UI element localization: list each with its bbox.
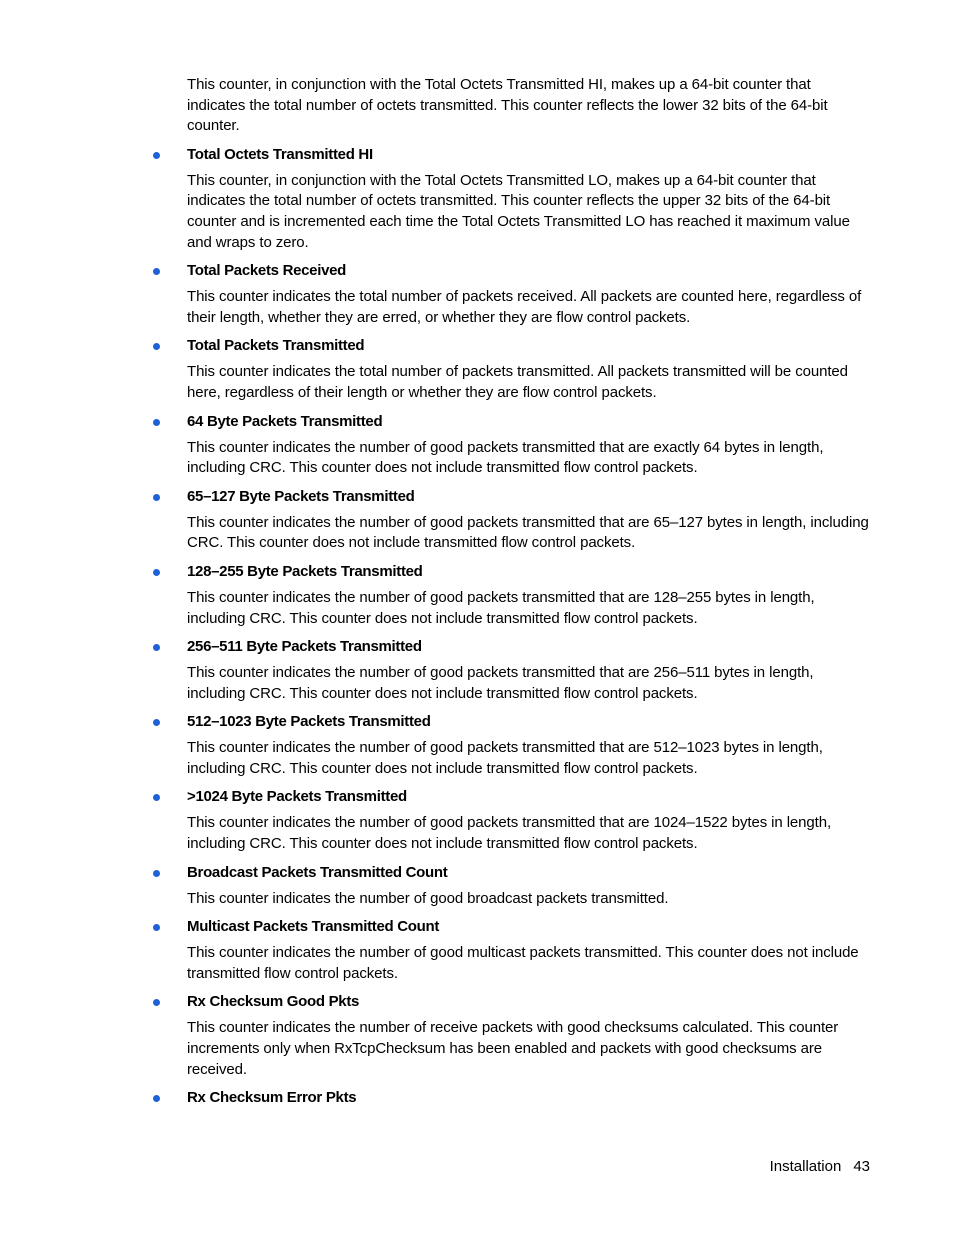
footer-section: Installation	[769, 1158, 842, 1175]
bullet-icon	[153, 794, 160, 801]
item-title: >1024 Byte Packets Transmitted	[187, 787, 872, 807]
item-title: Total Octets Transmitted HI	[187, 145, 872, 165]
item-title: 256–511 Byte Packets Transmitted	[187, 637, 872, 657]
list-item	[187, 917, 872, 992]
item-description: This counter indicates the number of receive packets with good checksums calculated. This counter increments only when RxTcpChecksum has been enabled and packets with good checksums are received.	[187, 1019, 839, 1078]
item-title: Total Packets Transmitted	[187, 336, 872, 356]
item-title: Broadcast Packets Transmitted Count	[187, 863, 872, 883]
list-item	[187, 863, 872, 918]
item-title: 512–1023 Byte Packets Transmitted	[187, 712, 872, 732]
item-description: This counter indicates the total number of packets transmitted. All packets transmitted will be counted here, regardless of their length or whether they are flow control packets.	[187, 363, 848, 401]
bullet-icon	[153, 268, 160, 275]
item-description: This counter indicates the number of good packets transmitted that are 512–1023 bytes in length, including CRC. This counter does not include transmitted flow control packets.	[187, 739, 823, 777]
list-item	[187, 712, 872, 787]
list-item	[187, 412, 872, 487]
item-description: This counter indicates the number of good packets transmitted that are exactly 64 bytes in length, including CRC. This counter does not include transmitted flow control packets.	[187, 438, 824, 477]
item-title: Rx Checksum Error Pkts	[187, 1088, 872, 1108]
bullet-icon	[153, 343, 160, 350]
item-title: 128–255 Byte Packets Transmitted	[187, 562, 872, 582]
item-title: 65–127 Byte Packets Transmitted	[187, 487, 872, 507]
item-description: This counter indicates the number of good packets transmitted that are 128–255 bytes in length, including CRC. This counter does not include transmitted flow control packets.	[187, 588, 815, 627]
bullet-icon	[153, 494, 160, 501]
bullet-icon	[153, 999, 160, 1006]
list-item	[187, 562, 872, 637]
bullet-icon	[153, 419, 160, 426]
bullet-icon	[153, 1095, 160, 1102]
bullet-icon	[153, 569, 160, 576]
list-item	[187, 1088, 872, 1108]
item-description: This counter indicates the number of good packets transmitted that are 256–511 bytes in length, including CRC. This counter does not include transmitted flow control packets.	[187, 664, 814, 702]
item-title: 64 Byte Packets Transmitted	[187, 412, 872, 432]
document-body	[187, 75, 872, 1108]
intro-paragraph: This counter, in conjunction with the Total Octets Transmitted HI, makes up a 64-bit counter that indicates the total number of octets transmitted. This counter reflects the lower 32 bits of the 64-bit counter.	[187, 76, 828, 135]
item-description: This counter indicates the number of good multicast packets transmitted. This counter does not include transmitted flow control packets.	[187, 944, 859, 982]
bullet-icon	[153, 152, 160, 159]
list-item	[187, 145, 872, 261]
item-title: Total Packets Received	[187, 261, 872, 281]
list-item	[187, 261, 872, 336]
list-item	[187, 487, 872, 562]
bullet-icon	[153, 870, 160, 877]
item-description: This counter indicates the total number of packets received. All packets are counted here, regardless of their length, whether they are erred, or whether they are flow control packets.	[187, 288, 862, 326]
page-number: 43	[853, 1158, 870, 1175]
list-item	[187, 637, 872, 712]
item-description: This counter indicates the number of good packets transmitted that are 65–127 bytes in length, including CRC. This counter does not include transmitted flow control packets.	[187, 513, 869, 552]
list-item	[187, 992, 872, 1088]
bullet-icon	[153, 924, 160, 931]
list-item	[187, 787, 872, 862]
page-footer	[770, 1157, 870, 1177]
item-title: Multicast Packets Transmitted Count	[187, 917, 872, 937]
bullet-icon	[153, 644, 160, 651]
item-description: This counter indicates the number of good packets transmitted that are 1024–1522 bytes in length, including CRC. This counter does not include transmitted flow control packets.	[187, 814, 832, 853]
item-description: This counter, in conjunction with the Total Octets Transmitted LO, makes up a 64-bit counter that indicates the total number of octets transmitted. This counter reflects the upper 32 bits of the 64-bit counter and is incremented each time the Total Octets Transmitted LO has reached it maximum value and wraps to zero.	[187, 171, 850, 251]
item-title: Rx Checksum Good Pkts	[187, 992, 872, 1012]
item-description: This counter indicates the number of good broadcast packets transmitted.	[187, 889, 669, 907]
list-item	[187, 336, 872, 411]
bullet-icon	[153, 719, 160, 726]
